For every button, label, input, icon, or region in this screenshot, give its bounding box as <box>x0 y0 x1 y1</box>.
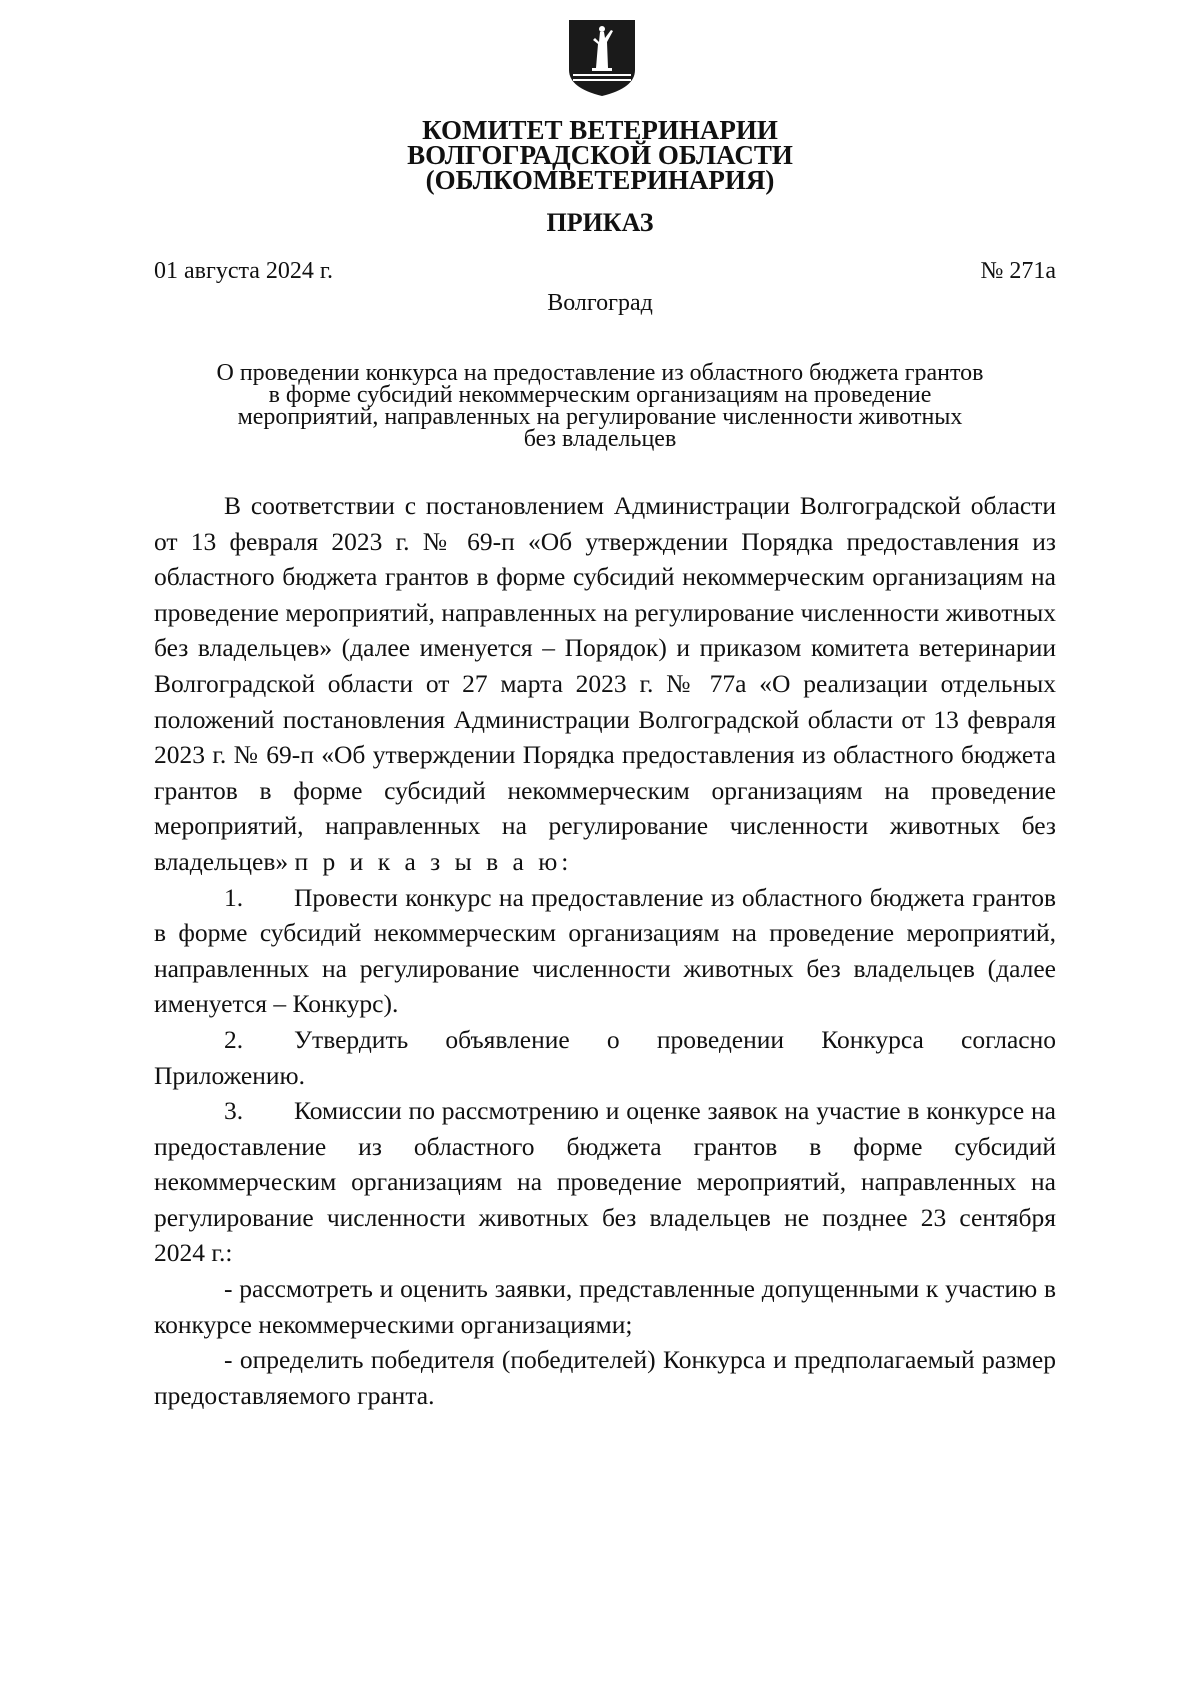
order-item-3 <box>154 1093 1056 1271</box>
document-date: 01 августа 2024 г. <box>154 258 334 284</box>
item-number: 2. <box>224 1024 244 1054</box>
org-line-1: КОМИТЕТ ВЕТЕРИНАРИИ <box>422 115 778 145</box>
item-number: 3. <box>224 1096 244 1126</box>
item-text: Комиссии по рассмотрению и оценке заявок на участие в конкурсе на предоставление из областного бюджета грантов в форме субсидий некоммерческим организациям на проведение мероприятий, направленных на регулирование численности животных без владельцев не позднее 23 сентября 2024 г.: <box>154 1096 1056 1268</box>
item-text: Утвердить объявление о проведении Конкурса согласно Приложению. <box>154 1024 1056 1090</box>
org-line-2: ВОЛГОГРАДСКОЙ ОБЛАСТИ <box>407 140 793 170</box>
volgograd-region-emblem-icon <box>567 18 637 98</box>
document-type: ПРИКАЗ <box>546 208 654 237</box>
subject-line-2: в форме субсидий некоммерческим организациям на проведение <box>268 382 932 408</box>
preamble-text: В соответствии с постановлением Администрации Волгоградской области от 13 февраля 2023 г. № 69-п «Об утверждении Порядка предоставления из областного бюджета грантов в форме субсидий некоммерческим организациям на проведение мероприятий, направленных на регулирование численности животных без владельцев» (далее именуется – Порядок) и приказом комитета ветеринарии Волгоградской области от 27 марта 2023 г. № 77а «О реализации отдельных положений постановления Администрации Волгоградской области от 13 февраля 2023 г. № 69-п «Об утверждении Порядка предоставления из областного бюджета грантов в форме субсидий некоммерческим организациям на проведение мероприятий, направленных на регулирование численности животных без владельцев» <box>154 491 1056 876</box>
item-text: Провести конкурс на предоставление из областного бюджета грантов в форме субсидий некоммерческим организациям на проведение мероприятий, направленных на регулирование численности животных без владельцев (далее именуется – Конкурс). <box>154 882 1056 1019</box>
document-subject <box>120 362 1080 450</box>
preamble-paragraph <box>154 488 1056 880</box>
org-line-3: (ОБЛКОМВЕТЕРИНАРИЯ) <box>425 165 775 195</box>
sub-item-1: - рассмотреть и оценить заявки, представленные допущенными к участию в конкурсе некоммерческими организациями; <box>154 1274 1056 1339</box>
document-body <box>154 488 1056 1413</box>
subject-line-3: мероприятий, направленных на регулирование численности животных <box>237 404 963 430</box>
organization-name <box>0 115 1200 195</box>
order-item-2 <box>154 1022 1056 1093</box>
subject-line-1: О проведении конкурса на предоставление из областного бюджета грантов <box>216 360 984 386</box>
document-number: № 271а <box>980 258 1056 284</box>
subject-line-4: без владельцев <box>523 426 677 452</box>
document-city: Волгоград <box>547 290 653 316</box>
order-item-1 <box>154 880 1056 1022</box>
item-number: 1. <box>224 882 244 912</box>
sub-item-2: - определить победителя (победителей) Конкурса и предполагаемый размер предоставляемого гранта. <box>154 1345 1056 1410</box>
order-word: п р и к а з ы в а ю: <box>294 846 573 876</box>
